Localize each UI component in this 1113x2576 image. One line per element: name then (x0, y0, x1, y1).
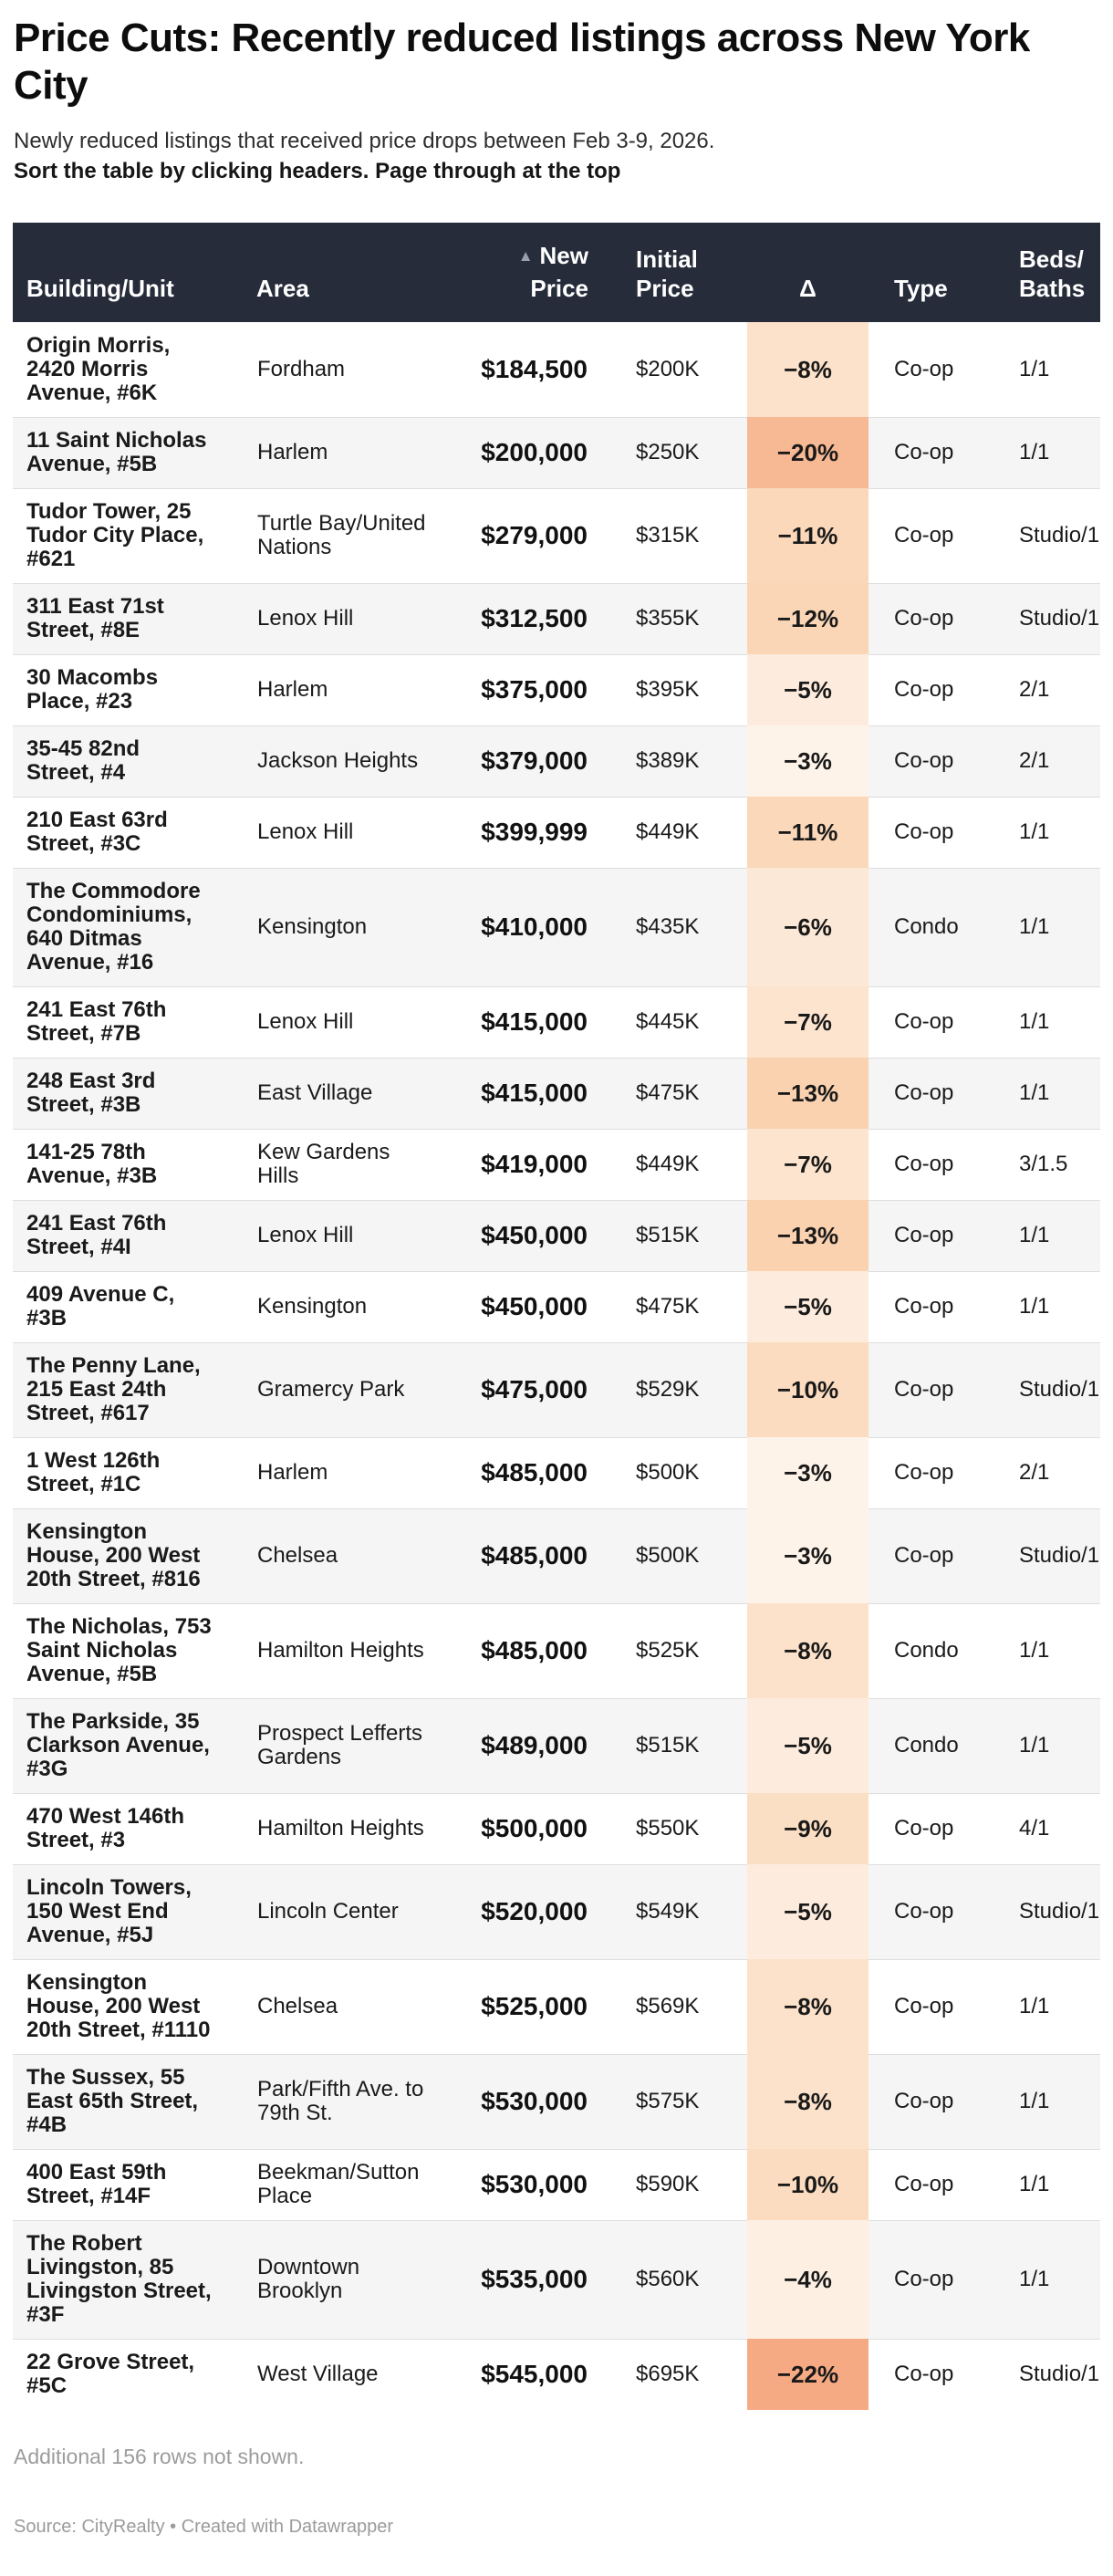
area-cell: Chelsea (256, 1959, 434, 2054)
beds-baths-cell: 1/1 (1013, 1200, 1100, 1271)
new-price-cell: $450,000 (434, 1200, 588, 1271)
new-price-cell: $545,000 (434, 2339, 588, 2410)
new-price-cell: $485,000 (434, 1603, 588, 1698)
new-price-cell: $379,000 (434, 725, 588, 797)
initial-price-cell: $515K (588, 1200, 747, 1271)
type-cell: Co-op (869, 725, 1013, 797)
initial-price-cell: $475K (588, 1271, 747, 1342)
building-unit-cell: The Sussex, 55 East 65th Street, #4B (13, 2054, 256, 2149)
new-price-cell: $485,000 (434, 1437, 588, 1508)
table-row (13, 986, 1100, 1058)
initial-price-cell: $575K (588, 2054, 747, 2149)
delta-cell: −5% (747, 654, 869, 725)
delta-cell: −8% (747, 322, 869, 417)
table-header (13, 223, 1100, 322)
table-row (13, 583, 1100, 654)
initial-price-cell: $525K (588, 1603, 747, 1698)
table-row (13, 1271, 1100, 1342)
column-header-new-price-label: New (539, 242, 588, 269)
building-unit-cell: The Penny Lane, 215 East 24th Street, #617 (13, 1342, 256, 1437)
building-unit-cell: The Parkside, 35 Clarkson Avenue, #3G (13, 1698, 256, 1793)
delta-cell: −11% (747, 797, 869, 868)
new-price-cell: $184,500 (434, 322, 588, 417)
area-cell: Lenox Hill (256, 1200, 434, 1271)
initial-price-cell: $695K (588, 2339, 747, 2410)
beds-baths-cell: 1/1 (1013, 322, 1100, 417)
column-header-type[interactable]: Type (869, 223, 1013, 322)
table-row (13, 868, 1100, 986)
initial-price-cell: $529K (588, 1342, 747, 1437)
initial-price-cell: $475K (588, 1058, 747, 1129)
table-row (13, 488, 1100, 583)
building-unit-cell: The Commodore Condominiums, 640 Ditmas Avenue, #16 (13, 868, 256, 986)
type-cell: Condo (869, 868, 1013, 986)
type-cell: Co-op (869, 322, 1013, 417)
delta-cell: −3% (747, 1508, 869, 1603)
area-cell: Kensington (256, 868, 434, 986)
new-price-cell: $525,000 (434, 1959, 588, 2054)
type-cell: Co-op (869, 417, 1013, 488)
table-row (13, 417, 1100, 488)
building-unit-cell: Kensington House, 200 West 20th Street, #816 (13, 1508, 256, 1603)
delta-cell: −5% (747, 1271, 869, 1342)
building-unit-cell: 35-45 82nd Street, #4 (13, 725, 256, 797)
initial-price-cell: $549K (588, 1864, 747, 1959)
type-cell: Condo (869, 1698, 1013, 1793)
table-row (13, 322, 1100, 417)
new-price-cell: $419,000 (434, 1129, 588, 1200)
column-header-building-unit[interactable]: Building/Unit (13, 223, 256, 322)
area-cell: Lincoln Center (256, 1864, 434, 1959)
delta-cell: −5% (747, 1864, 869, 1959)
beds-baths-cell: 1/1 (1013, 2054, 1100, 2149)
beds-baths-cell: 1/1 (1013, 1959, 1100, 2054)
type-cell: Co-op (869, 1959, 1013, 2054)
delta-cell: −22% (747, 2339, 869, 2410)
initial-price-cell: $449K (588, 1129, 747, 1200)
initial-price-cell: $550K (588, 1793, 747, 1864)
table-row (13, 2220, 1100, 2339)
beds-baths-cell: 1/1 (1013, 1698, 1100, 1793)
type-cell: Co-op (869, 2054, 1013, 2149)
delta-cell: −3% (747, 1437, 869, 1508)
type-cell: Co-op (869, 1342, 1013, 1437)
building-unit-cell: Origin Morris, 2420 Morris Avenue, #6K (13, 322, 256, 417)
area-cell: Park/Fifth Ave. to 79th St. (256, 2054, 434, 2149)
type-cell: Co-op (869, 986, 1013, 1058)
chart-usage-note: Sort the table by clicking headers. Page through at the top (14, 159, 621, 183)
building-unit-cell: 210 East 63rd Street, #3C (13, 797, 256, 868)
beds-baths-cell: 1/1 (1013, 2149, 1100, 2220)
building-unit-cell: The Robert Livingston, 85 Livingston Street, #3F (13, 2220, 256, 2339)
beds-baths-cell: 2/1 (1013, 654, 1100, 725)
area-cell: Harlem (256, 417, 434, 488)
table-row (13, 797, 1100, 868)
building-unit-cell: 141-25 78th Avenue, #3B (13, 1129, 256, 1200)
building-unit-cell: 1 West 126th Street, #1C (13, 1437, 256, 1508)
beds-baths-cell: 1/1 (1013, 1058, 1100, 1129)
column-header-area[interactable]: Area (256, 223, 434, 322)
table-row (13, 2339, 1100, 2410)
new-price-cell: $200,000 (434, 417, 588, 488)
new-price-cell: $520,000 (434, 1864, 588, 1959)
initial-price-cell: $569K (588, 1959, 747, 2054)
beds-baths-cell: 2/1 (1013, 725, 1100, 797)
table-row (13, 1603, 1100, 1698)
area-cell: Lenox Hill (256, 986, 434, 1058)
type-cell: Co-op (869, 1129, 1013, 1200)
type-cell: Co-op (869, 654, 1013, 725)
beds-baths-cell: Studio/1 (1013, 488, 1100, 583)
area-cell: East Village (256, 1058, 434, 1129)
delta-cell: −8% (747, 1603, 869, 1698)
new-price-cell: $312,500 (434, 583, 588, 654)
delta-cell: −8% (747, 1959, 869, 2054)
beds-baths-cell: 1/1 (1013, 986, 1100, 1058)
beds-baths-cell: 1/1 (1013, 1271, 1100, 1342)
type-cell: Co-op (869, 1508, 1013, 1603)
table-row (13, 1129, 1100, 1200)
type-cell: Co-op (869, 1864, 1013, 1959)
building-unit-cell: The Nicholas, 753 Saint Nicholas Avenue, #5B (13, 1603, 256, 1698)
beds-baths-cell: Studio/1 (1013, 1342, 1100, 1437)
building-unit-cell: 400 East 59th Street, #14F (13, 2149, 256, 2220)
building-unit-cell: 470 West 146th Street, #3 (13, 1793, 256, 1864)
table-header-row (13, 223, 1100, 322)
area-cell: Kensington (256, 1271, 434, 1342)
initial-price-cell: $389K (588, 725, 747, 797)
area-cell: West Village (256, 2339, 434, 2410)
delta-cell: −7% (747, 986, 869, 1058)
building-unit-cell: Tudor Tower, 25 Tudor City Place, #621 (13, 488, 256, 583)
beds-baths-cell: Studio/1 (1013, 1864, 1100, 1959)
new-price-cell: $535,000 (434, 2220, 588, 2339)
initial-price-cell: $560K (588, 2220, 747, 2339)
area-cell: Lenox Hill (256, 583, 434, 654)
new-price-cell: $500,000 (434, 1793, 588, 1864)
new-price-cell: $415,000 (434, 1058, 588, 1129)
building-unit-cell: 241 East 76th Street, #4I (13, 1200, 256, 1271)
type-cell: Co-op (869, 1437, 1013, 1508)
type-cell: Co-op (869, 2339, 1013, 2410)
initial-price-cell: $500K (588, 1508, 747, 1603)
building-unit-cell: 11 Saint Nicholas Avenue, #5B (13, 417, 256, 488)
new-price-cell: $475,000 (434, 1342, 588, 1437)
initial-price-cell: $395K (588, 654, 747, 725)
initial-price-cell: $315K (588, 488, 747, 583)
delta-cell: −7% (747, 1129, 869, 1200)
table-row (13, 1864, 1100, 1959)
area-cell: Turtle Bay/United Nations (256, 488, 434, 583)
beds-baths-cell: 3/1.5 (1013, 1129, 1100, 1200)
type-cell: Co-op (869, 1058, 1013, 1129)
beds-baths-cell: 4/1 (1013, 1793, 1100, 1864)
delta-cell: −3% (747, 725, 869, 797)
delta-cell: −11% (747, 488, 869, 583)
chart-description: Newly reduced listings that received price drops between Feb 3-9, 2026. (14, 129, 715, 153)
building-unit-cell: Lincoln Towers, 150 West End Avenue, #5J (13, 1864, 256, 1959)
table-row (13, 1508, 1100, 1603)
type-cell: Co-op (869, 797, 1013, 868)
table-row (13, 1793, 1100, 1864)
truncation-note: Additional 156 rows not shown. (14, 2445, 305, 2468)
building-unit-cell: 409 Avenue C, #3B (13, 1271, 256, 1342)
type-cell: Co-op (869, 1271, 1013, 1342)
column-header-beds-baths[interactable]: Beds/ Baths (1013, 223, 1100, 322)
new-price-cell: $489,000 (434, 1698, 588, 1793)
initial-price-cell: $449K (588, 797, 747, 868)
area-cell: Chelsea (256, 1508, 434, 1603)
initial-price-cell: $590K (588, 2149, 747, 2220)
table-row (13, 1959, 1100, 2054)
building-unit-cell: 22 Grove Street, #5C (13, 2339, 256, 2410)
source-attribution: Source: CityRealty • Created with Datawrapper (14, 2517, 394, 2537)
column-header-initial-price[interactable]: Initial Price (588, 223, 747, 322)
beds-baths-cell: 1/1 (1013, 417, 1100, 488)
beds-baths-cell: Studio/1 (1013, 583, 1100, 654)
initial-price-cell: $200K (588, 322, 747, 417)
delta-cell: −9% (747, 1793, 869, 1864)
delta-cell: −5% (747, 1698, 869, 1793)
delta-cell: −6% (747, 868, 869, 986)
delta-cell: −8% (747, 2054, 869, 2149)
delta-cell: −12% (747, 583, 869, 654)
area-cell: Jackson Heights (256, 725, 434, 797)
delta-cell: −13% (747, 1200, 869, 1271)
type-cell: Co-op (869, 1200, 1013, 1271)
type-cell: Condo (869, 1603, 1013, 1698)
new-price-cell: $410,000 (434, 868, 588, 986)
initial-price-cell: $355K (588, 583, 747, 654)
beds-baths-cell: 1/1 (1013, 868, 1100, 986)
new-price-cell: $485,000 (434, 1508, 588, 1603)
area-cell: Beekman/Sutton Place (256, 2149, 434, 2220)
area-cell: Harlem (256, 654, 434, 725)
price-cuts-table (13, 223, 1100, 2410)
building-unit-cell: 241 East 76th Street, #7B (13, 986, 256, 1058)
initial-price-cell: $515K (588, 1698, 747, 1793)
delta-cell: −20% (747, 417, 869, 488)
initial-price-cell: $445K (588, 986, 747, 1058)
area-cell: Harlem (256, 1437, 434, 1508)
table-row (13, 2149, 1100, 2220)
type-cell: Co-op (869, 2220, 1013, 2339)
initial-price-cell: $250K (588, 417, 747, 488)
column-header-new-price[interactable]: ▲ New Price (434, 223, 588, 322)
building-unit-cell: 30 Macombs Place, #23 (13, 654, 256, 725)
area-cell: Hamilton Heights (256, 1793, 434, 1864)
page-title: Price Cuts: Recently reduced listings across New York City (14, 16, 1030, 108)
table-body (13, 322, 1100, 2410)
type-cell: Co-op (869, 488, 1013, 583)
table-row (13, 1437, 1100, 1508)
delta-cell: −4% (747, 2220, 869, 2339)
new-price-cell: $530,000 (434, 2149, 588, 2220)
new-price-cell: $450,000 (434, 1271, 588, 1342)
beds-baths-cell: Studio/1 (1013, 2339, 1100, 2410)
delta-cell: −10% (747, 2149, 869, 2220)
delta-cell: −13% (747, 1058, 869, 1129)
new-price-cell: $415,000 (434, 986, 588, 1058)
building-unit-cell: Kensington House, 200 West 20th Street, #1110 (13, 1959, 256, 2054)
area-cell: Lenox Hill (256, 797, 434, 868)
beds-baths-cell: Studio/1 (1013, 1508, 1100, 1603)
initial-price-cell: $500K (588, 1437, 747, 1508)
table-row (13, 1200, 1100, 1271)
beds-baths-cell: 1/1 (1013, 2220, 1100, 2339)
new-price-cell: $530,000 (434, 2054, 588, 2149)
type-cell: Co-op (869, 2149, 1013, 2220)
building-unit-cell: 311 East 71st Street, #8E (13, 583, 256, 654)
table-row (13, 2054, 1100, 2149)
sort-ascending-icon: ▲ (517, 247, 534, 265)
area-cell: Kew Gardens Hills (256, 1129, 434, 1200)
area-cell: Prospect Lefferts Gardens (256, 1698, 434, 1793)
table-row (13, 725, 1100, 797)
area-cell: Gramercy Park (256, 1342, 434, 1437)
area-cell: Hamilton Heights (256, 1603, 434, 1698)
new-price-cell: $399,999 (434, 797, 588, 868)
beds-baths-cell: 2/1 (1013, 1437, 1100, 1508)
table-row (13, 1342, 1100, 1437)
area-cell: Fordham (256, 322, 434, 417)
new-price-cell: $279,000 (434, 488, 588, 583)
delta-cell: −10% (747, 1342, 869, 1437)
column-header-delta[interactable]: Δ (747, 223, 869, 322)
type-cell: Co-op (869, 1793, 1013, 1864)
building-unit-cell: 248 East 3rd Street, #3B (13, 1058, 256, 1129)
table-row (13, 1698, 1100, 1793)
area-cell: Downtown Brooklyn (256, 2220, 434, 2339)
beds-baths-cell: 1/1 (1013, 1603, 1100, 1698)
table-row (13, 654, 1100, 725)
table-row (13, 1058, 1100, 1129)
beds-baths-cell: 1/1 (1013, 797, 1100, 868)
type-cell: Co-op (869, 583, 1013, 654)
initial-price-cell: $435K (588, 868, 747, 986)
new-price-cell: $375,000 (434, 654, 588, 725)
